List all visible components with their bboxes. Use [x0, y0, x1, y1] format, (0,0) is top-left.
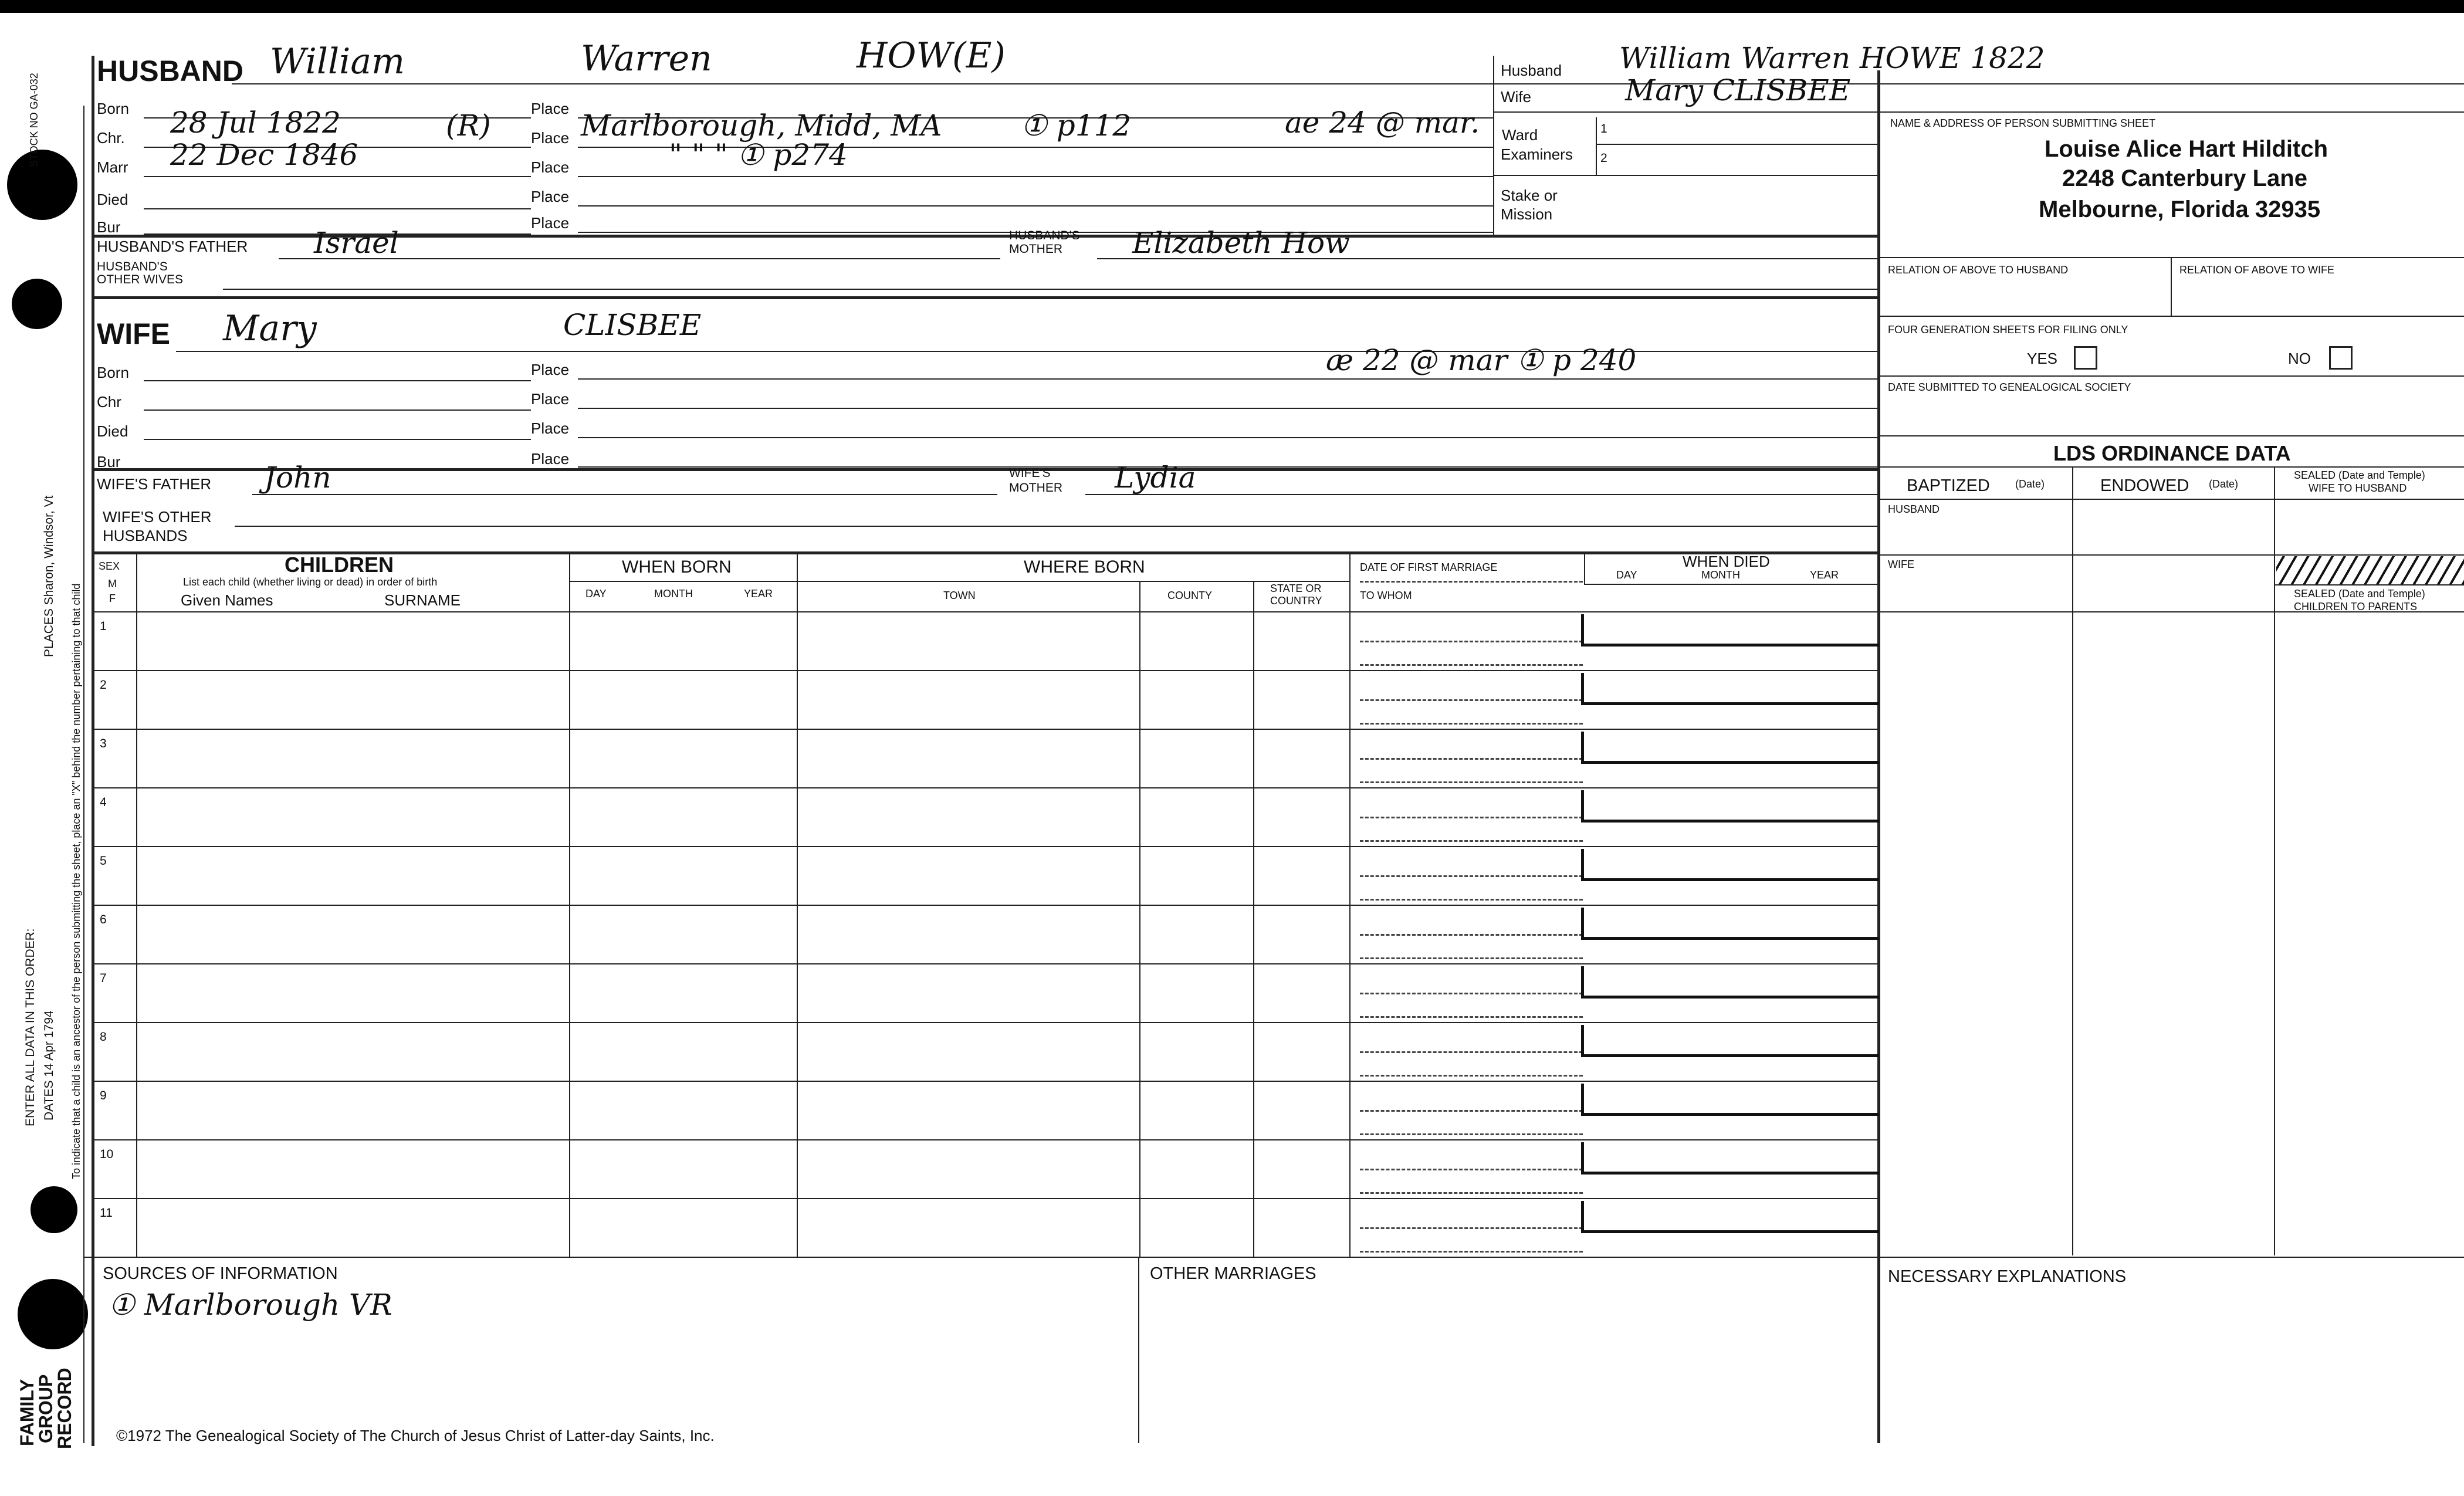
mother-line	[1097, 258, 1877, 259]
husbands-father: Israel	[314, 226, 399, 260]
husbands-father-label: HUSBAND'S FATHER	[97, 238, 248, 255]
submitter-street: 2248 Canterbury Lane	[2062, 165, 2307, 191]
hatched-line	[2274, 584, 2464, 585]
child-row-line	[92, 1198, 1877, 1199]
other-wives-label: OTHER WIVES	[97, 273, 184, 286]
rh-wife-label: Wife	[1501, 88, 1531, 106]
husband-surname: HOW(E)	[857, 35, 1006, 76]
place-label: Place	[531, 129, 570, 147]
header-divider	[1493, 56, 1494, 235]
child-death-date-box[interactable]	[1581, 732, 1879, 764]
first-marriage-label: DATE OF FIRST MARRIAGE	[1360, 561, 1498, 573]
other-husbands-line	[235, 526, 1877, 527]
wife-label: WIFE	[97, 317, 170, 350]
examiner-line	[1596, 144, 1877, 145]
child-death-date-box[interactable]	[1581, 673, 1879, 705]
marr-line	[144, 176, 531, 177]
col-divider	[1584, 551, 1585, 584]
child-to-whom-dash	[1360, 957, 1583, 959]
child-to-whom-dash	[1360, 899, 1583, 901]
child-row-number: 9	[100, 1089, 107, 1102]
four-gen-label: FOUR GENERATION SHEETS FOR FILING ONLY	[1888, 324, 2128, 336]
child-death-date-box[interactable]	[1581, 614, 1879, 647]
wife-parents-divider	[92, 468, 1877, 471]
husband-given-name: William	[270, 41, 405, 82]
child-to-whom-dash	[1360, 1251, 1583, 1253]
place-label: Place	[531, 361, 570, 378]
husband-middle-name: Warren	[581, 38, 712, 79]
father-line	[252, 494, 997, 495]
child-death-date-box[interactable]	[1581, 1084, 1879, 1116]
died-label: Died	[97, 422, 128, 440]
town-label: TOWN	[943, 590, 976, 601]
state-label: STATE OR	[1270, 583, 1322, 594]
children-header-bottom	[92, 611, 2464, 612]
child-to-whom-dash	[1360, 1075, 1583, 1077]
places-instruction: PLACES Sharon, Windsor, Vt	[42, 495, 56, 657]
husband-chr-note: (R)	[446, 109, 491, 143]
wifes-father-label: WIFE'S FATHER	[97, 475, 212, 493]
day-label: DAY	[585, 588, 607, 600]
child-to-whom-dash	[1360, 1133, 1583, 1135]
child-row-line	[92, 1022, 1877, 1023]
examiner-line	[1493, 175, 1877, 176]
sealed-wife-label: WIFE TO HUSBAND	[2309, 482, 2407, 494]
place-label: Place	[531, 450, 570, 468]
chr-label: Chr	[97, 393, 121, 411]
other-wives-line	[223, 289, 1877, 290]
child-marriage-date-dash	[1360, 934, 1583, 936]
husbands-mother: Elizabeth How	[1132, 226, 1350, 260]
no-label: NO	[2288, 350, 2311, 367]
husband-chr-source: ① p112	[1021, 109, 1132, 143]
col-divider	[1349, 551, 1351, 1257]
lds-husband-bottom	[1877, 554, 2464, 556]
instruction-note: To indicate that a child is an ancestor of the person submitting the sheet, place an "X" behind the number pertaining to that child	[70, 583, 82, 1179]
place-label: Place	[531, 158, 570, 176]
col-divider	[1253, 581, 1254, 1257]
place-label: Place	[531, 188, 570, 205]
child-row-number: 7	[100, 972, 107, 985]
when-born-underline	[569, 581, 797, 582]
first-marriage-dash	[1360, 581, 1583, 583]
child-death-date-box[interactable]	[1581, 790, 1879, 823]
died-label: Died	[97, 191, 128, 208]
lds-title-bottom	[1877, 466, 2464, 468]
child-row-line	[92, 1139, 1877, 1140]
date-submitted-label: DATE SUBMITTED TO GENEALOGICAL SOCIETY	[1888, 381, 2131, 393]
sealed-wife-label: SEALED (Date and Temple)	[2294, 469, 2425, 481]
child-death-date-box[interactable]	[1581, 849, 1879, 881]
when-died-underline	[1584, 584, 1877, 585]
other-husbands-label: HUSBANDS	[103, 527, 188, 544]
state-label: COUNTRY	[1270, 595, 1322, 607]
county-label: COUNTY	[1167, 590, 1212, 601]
child-to-whom-dash	[1360, 1016, 1583, 1018]
child-marriage-date-dash	[1360, 817, 1583, 818]
other-marriages-label: OTHER MARRIAGES	[1150, 1264, 1316, 1283]
other-husbands-label: WIFE'S OTHER	[103, 508, 212, 526]
ward-label: Ward	[1502, 126, 1538, 144]
rh-wife-line	[1493, 111, 2464, 113]
month-label: MONTH	[654, 588, 693, 600]
child-row-line	[92, 905, 1877, 906]
wife-surname: CLISBEE	[563, 308, 702, 342]
wife-born-note: æ 22 @ mar ① p 240	[1326, 343, 1637, 377]
child-row-line	[92, 729, 1877, 730]
child-row-number: 10	[100, 1148, 114, 1161]
child-row-number: 5	[100, 854, 107, 868]
child-marriage-date-dash	[1360, 993, 1583, 994]
lds-header-bottom	[1877, 499, 2464, 500]
child-row-number: 6	[100, 913, 107, 926]
husband-chr-extra: aе 24 @ mar.	[1285, 106, 1480, 140]
dates-instruction: DATES 14 Apr 1794	[42, 1010, 56, 1121]
col-divider	[1139, 581, 1140, 1257]
stake-label: Stake or	[1501, 187, 1558, 204]
sources-text: ① Marlborough VR	[109, 1288, 392, 1322]
child-row-number: 2	[100, 678, 107, 692]
child-death-date-box[interactable]	[1581, 1201, 1879, 1233]
husband-label: HUSBAND	[97, 55, 243, 87]
examiners-divider	[1596, 117, 1597, 176]
wifes-father: John	[264, 461, 331, 495]
where-born-label: WHERE BORN	[1024, 557, 1145, 577]
child-to-whom-dash	[1360, 781, 1583, 783]
lds-wife-label: WIFE	[1888, 559, 1914, 570]
endowed-label: ENDOWED	[2100, 476, 2189, 495]
bur-place-line	[578, 466, 1877, 468]
examiners-label: Examiners	[1501, 145, 1573, 163]
where-born-underline	[797, 581, 1349, 582]
lds-title: LDS ORDINANCE DATA	[2053, 441, 2291, 465]
father-line	[279, 258, 1000, 259]
child-marriage-date-dash	[1360, 699, 1583, 701]
sealed-children-label: SEALED (Date and Temple)	[2294, 588, 2425, 600]
explanations-label: NECESSARY EXPLANATIONS	[1888, 1267, 2127, 1286]
place-label: Place	[531, 100, 570, 117]
husband-chr-place: Marlborough, Midd, MA	[581, 109, 942, 143]
husband-marr-place: " " " ① p274	[669, 138, 848, 172]
child-marriage-date-dash	[1360, 1110, 1583, 1112]
relation-divider	[2171, 257, 2172, 316]
died-line	[144, 439, 531, 440]
binder-hole	[7, 150, 77, 220]
child-row-line	[92, 670, 1877, 671]
child-row-number: 3	[100, 737, 107, 750]
children-title: CHILDREN	[285, 553, 394, 577]
left-section-line	[83, 106, 84, 1443]
relation-box-bottom	[1877, 316, 2464, 317]
husband-marr-date: 22 Dec 1846	[170, 138, 358, 172]
died-line	[144, 208, 531, 209]
child-death-date-box[interactable]	[1581, 1142, 1879, 1175]
binder-hole	[18, 1279, 88, 1349]
binder-hole	[12, 279, 62, 329]
bur-label: Bur	[97, 453, 121, 471]
marr-place-line	[578, 176, 1493, 177]
given-names-label: Given Names	[181, 591, 273, 609]
born-place-line	[578, 378, 1877, 380]
submitter-label: NAME & ADDRESS OF PERSON SUBMITTING SHEET	[1890, 117, 2156, 129]
wifes-mother-label: WIFE'S	[1009, 466, 1051, 480]
bur-label: Bur	[97, 218, 121, 236]
sex-label: SEX	[99, 560, 120, 572]
marr-label: Marr	[97, 158, 128, 176]
died-place-line	[578, 205, 1493, 207]
wife-given-name: Mary	[223, 308, 317, 349]
submitter-city: Melbourne, Florida 32935	[2039, 197, 2321, 222]
died-day-label: DAY	[1616, 569, 1637, 581]
surname-label: SURNAME	[384, 591, 461, 609]
child-death-date-box[interactable]	[1581, 908, 1879, 940]
child-row-number: 4	[100, 796, 107, 809]
when-died-label: WHEN DIED	[1683, 553, 1770, 570]
child-marriage-date-dash	[1360, 641, 1583, 642]
sex-m-label: M	[108, 578, 117, 590]
yes-label: YES	[2027, 350, 2058, 367]
child-death-date-box[interactable]	[1581, 966, 1879, 999]
child-marriage-date-dash	[1360, 875, 1583, 877]
died-month-label: MONTH	[1701, 569, 1740, 581]
child-to-whom-dash	[1360, 1192, 1583, 1194]
wife-section-top	[92, 296, 1877, 299]
to-whom-label: TO WHOM	[1360, 590, 1412, 601]
rh-husband-label: Husband	[1501, 62, 1562, 79]
other-wives-label: HUSBAND'S	[97, 260, 168, 273]
lds-col-divider	[2072, 466, 2073, 1255]
child-marriage-date-dash	[1360, 1227, 1583, 1229]
relation-wife-label: RELATION OF ABOVE TO WIFE	[2179, 264, 2335, 276]
child-row-number: 1	[100, 620, 107, 633]
child-to-whom-dash	[1360, 840, 1583, 842]
top-scan-border	[0, 0, 2464, 13]
lds-top	[1877, 435, 2464, 436]
no-checkbox[interactable]	[2329, 346, 2353, 370]
husband-name-line	[232, 83, 1493, 84]
wifes-mother: Lydia	[1115, 461, 1196, 495]
examiner-2: 2	[1600, 151, 1607, 165]
baptized-date-label: (Date)	[2015, 478, 2045, 490]
rh-husband-name: William Warren HOWE 1822	[1619, 41, 2045, 75]
children-table-bottom	[83, 1257, 2464, 1258]
examiner-1: 1	[1600, 122, 1607, 136]
stake-label: Mission	[1501, 205, 1553, 223]
child-marriage-date-dash	[1360, 758, 1583, 760]
died-place-line	[578, 437, 1877, 438]
sealed-children-label: CHILDREN TO PARENTS	[2294, 601, 2418, 612]
child-row-line	[92, 963, 1877, 964]
place-label: Place	[531, 214, 570, 232]
sources-label: SOURCES OF INFORMATION	[103, 1264, 338, 1283]
sex-f-label: F	[109, 593, 116, 604]
rh-wife-name: Mary CLISBEE	[1625, 73, 1851, 107]
copyright: ©1972 The Genealogical Society of The Church of Jesus Christ of Latter-day Saints, Inc.	[116, 1427, 715, 1444]
submitter-name: Louise Alice Hart Hilditch	[2045, 136, 2328, 162]
relation-husband-label: RELATION OF ABOVE TO HUSBAND	[1888, 264, 2069, 276]
children-subtitle: List each child (whether living or dead) in order of birth	[183, 576, 438, 588]
place-label: Place	[531, 419, 570, 437]
binder-hole	[31, 1186, 77, 1233]
baptized-label: BAPTIZED	[1907, 476, 1990, 495]
col-divider	[136, 551, 137, 1257]
footer-divider	[1138, 1257, 1139, 1443]
four-gen-bottom	[1877, 375, 2464, 377]
chr-label: Chr.	[97, 129, 125, 147]
child-row-number: 8	[100, 1030, 107, 1044]
child-row-number: 11	[100, 1206, 113, 1220]
born-label: Born	[97, 100, 129, 117]
born-label: Born	[97, 364, 129, 381]
form-title: FAMILY GROUP RECORD	[16, 1368, 75, 1449]
child-row-line	[92, 1081, 1877, 1082]
col-divider	[569, 551, 570, 1257]
col-divider	[797, 551, 798, 1257]
husbands-mother-label: MOTHER	[1009, 242, 1062, 256]
left-frame-line	[92, 56, 94, 1446]
husbands-mother-label: HUSBAND'S	[1009, 229, 1080, 242]
died-year-label: YEAR	[1810, 569, 1839, 581]
child-to-whom-dash	[1360, 664, 1583, 666]
chr-line	[144, 409, 531, 411]
husband-chr-date: 28 Jul 1822	[170, 106, 341, 140]
year-label: YEAR	[744, 588, 773, 600]
child-row-line	[92, 846, 1877, 847]
when-born-label: WHEN BORN	[622, 557, 732, 577]
born-line	[144, 380, 531, 381]
lds-husband-label: HUSBAND	[1888, 503, 1940, 515]
hatched-box	[2276, 556, 2464, 584]
child-death-date-box[interactable]	[1581, 1025, 1879, 1057]
enter-data-instruction: ENTER ALL DATA IN THIS ORDER:	[23, 928, 37, 1126]
endowed-date-label: (Date)	[2209, 478, 2239, 490]
chr-place-line	[578, 408, 1877, 409]
child-to-whom-dash	[1360, 723, 1583, 725]
stock-number: STOCK NO GA-032	[28, 73, 40, 167]
child-marriage-date-dash	[1360, 1169, 1583, 1170]
yes-checkbox[interactable]	[2074, 346, 2097, 370]
child-row-line	[92, 787, 1877, 788]
wifes-mother-label: MOTHER	[1009, 481, 1062, 495]
place-label: Place	[531, 390, 570, 408]
child-marriage-date-dash	[1360, 1051, 1583, 1053]
mother-line	[1085, 494, 1877, 495]
